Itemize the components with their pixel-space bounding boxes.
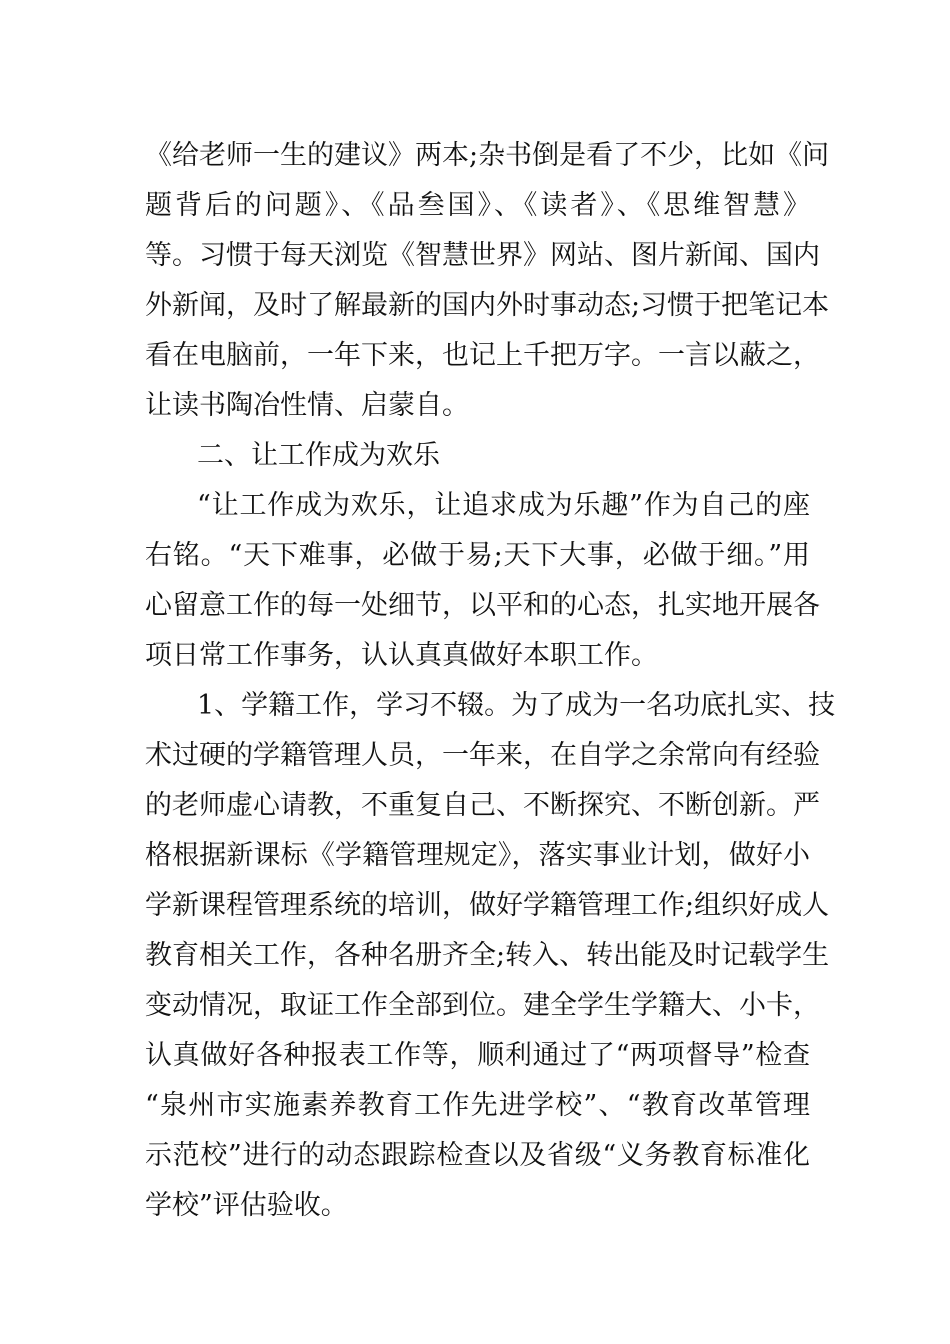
section-heading: 二、让工作成为欢乐	[197, 440, 440, 471]
text-line: 变动情况，取证工作全部到位。建全学生学籍大、小卡，	[145, 990, 820, 1021]
text-line: 1、学籍工作，学习不辍。为了成为一名功底扎实、技	[197, 690, 836, 721]
text-line: 学校”评估验收。	[145, 1190, 348, 1221]
text-line: 右铭。“天下难事，必做于易;天下大事，必做于细。”用	[145, 540, 810, 571]
text-line: 外新闻，及时了解最新的国内外时事动态;习惯于把笔记本	[145, 290, 830, 321]
text-line: 题背后的问题》、《品叁国》、《读者》、《思维智慧》	[145, 190, 810, 221]
text-line: 项日常工作事务，认认真真做好本职工作。	[145, 640, 658, 671]
text-line: 等。习惯于每天浏览《智慧世界》网站、图片新闻、国内	[145, 240, 820, 271]
text-line: 《给老师一生的建议》两本;杂书倒是看了不少，比如《问	[145, 140, 830, 171]
text-line: 格根据新课标《学籍管理规定》，落实事业计划，做好小	[145, 840, 810, 871]
text-line: 心留意工作的每一处细节，以平和的心态，扎实地开展各	[145, 590, 820, 621]
text-line: 看在电脑前，一年下来，也记上千把万字。一言以蔽之，	[145, 340, 820, 371]
text-line: 术过硬的学籍管理人员，一年来，在自学之余常向有经验	[145, 740, 820, 771]
text-line: 的老师虚心请教，不重复自己、不断探究、不断创新。严	[145, 790, 820, 821]
text-line: “让工作成为欢乐，让追求成为乐趣”作为自己的座	[197, 490, 810, 521]
text-line: 学新课程管理系统的培训，做好学籍管理工作;组织好成人	[145, 890, 830, 921]
text-line: “泉州市实施素养教育工作先进学校”、“教育改革管理	[145, 1090, 810, 1121]
text-line: 让读书陶冶性情、启蒙自。	[145, 390, 469, 421]
text-line: 示范校”进行的动态跟踪检查以及省级“义务教育标准化	[145, 1140, 810, 1171]
text-line: 认真做好各种报表工作等，顺利通过了“两项督导”检查	[145, 1040, 810, 1071]
text-line: 教育相关工作，各种名册齐全;转入、转出能及时记载学生	[145, 940, 830, 971]
